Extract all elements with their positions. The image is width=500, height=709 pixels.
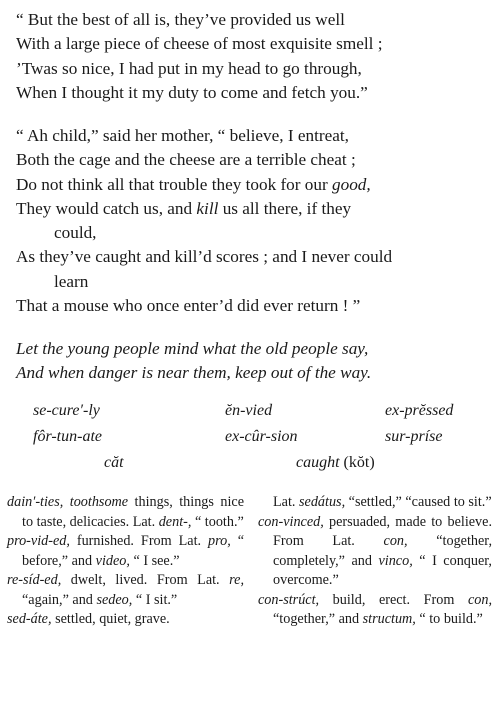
glossary-right-column xyxy=(258,493,492,630)
headword: dain′-ties, xyxy=(7,494,64,510)
definition-text: settled, quiet, grave. xyxy=(51,611,170,627)
verse-line: ’Twas so nice, I had put in my head to go through, xyxy=(16,58,362,78)
moral-couplet xyxy=(16,337,486,385)
definition-italic: con, xyxy=(383,533,408,549)
definition-text: “ to build.” xyxy=(415,611,483,627)
verse-line: That a mouse who once enter’d did ever return ! ” xyxy=(16,296,361,316)
verse-line: Both the cage and the cheese are a terrible cheat ; xyxy=(16,150,356,170)
spelling-word: ex-prĕssed xyxy=(385,402,454,419)
definition-text: persuaded, made to believe. From Lat. xyxy=(273,513,492,549)
glossary-entry-continued xyxy=(258,493,492,513)
word-row xyxy=(0,454,500,480)
stanza-one xyxy=(16,8,486,105)
spelling-word: se-cure′-ly xyxy=(33,402,100,419)
headword: sed-áte, xyxy=(7,611,52,627)
definition-italic: re, xyxy=(229,572,244,588)
spelling-word: căt xyxy=(104,454,124,471)
emphasis-good: good, xyxy=(332,174,371,194)
definition-text: things, things nice to taste, delicacies. Lat. xyxy=(22,494,244,530)
glossary-entry xyxy=(7,493,244,532)
definition-text: “again,” and xyxy=(22,591,97,608)
headword: pro-vid-ed, xyxy=(7,533,70,549)
stanza-two xyxy=(16,124,486,318)
definition-italic: sedeo, xyxy=(96,591,133,608)
verse-text: They would catch us, and xyxy=(16,198,197,218)
spelling-word: fôr-tun-ate xyxy=(33,428,102,445)
pronunciation: (kŏt) xyxy=(339,454,375,471)
verse-line: As they’ve caught and kill’d scores ; and I never could xyxy=(16,247,393,267)
glossary-entry xyxy=(7,571,244,610)
verse-text: us all there, if they xyxy=(218,198,352,218)
definition-text: “ I conquer, overcome.” xyxy=(273,552,492,588)
glossary-entry xyxy=(258,513,492,591)
glossary-entry xyxy=(258,591,492,630)
verse-text: Do not think all that trouble they took for our xyxy=(16,174,333,194)
verse-line: “ But the best of all is, they’ve provided us well xyxy=(16,10,345,29)
verse-line: When I thought it my duty to come and fetch you.” xyxy=(16,82,368,102)
moral-line: Let the young people mind what the old people say, xyxy=(16,339,369,358)
spelling-word: ex-cûr-sion xyxy=(225,428,298,445)
word-row xyxy=(0,428,500,454)
definition-text: furnished. From Lat. xyxy=(69,533,209,549)
definition-text: “ tooth.” xyxy=(191,513,244,530)
headword: con-strúct, xyxy=(258,591,320,608)
verse-line-continuation: learn xyxy=(54,271,89,291)
glossary-entry xyxy=(7,532,244,571)
definition-text: “ I see.” xyxy=(129,552,180,569)
definition-text: Lat. xyxy=(273,494,299,510)
verse-line: With a large piece of cheese of most exquisite smell ; xyxy=(16,34,383,54)
word-caught: caught xyxy=(296,454,340,471)
verse-line: “ Ah child,” said her mother, “ believe, I entreat, xyxy=(16,126,349,145)
definition-italic: dent-, xyxy=(158,513,192,530)
headword: con-vinced, xyxy=(258,513,324,530)
definition-text: dwelt, lived. From Lat. xyxy=(61,572,230,588)
verse-line xyxy=(16,197,486,221)
definition-text: “ before,” and xyxy=(22,533,244,569)
spelling-word xyxy=(296,454,375,472)
headword: re-síd-ed, xyxy=(7,572,62,588)
definition-italic: con, xyxy=(467,591,492,608)
definition-text: “ I sit.” xyxy=(132,591,178,608)
definition-italic: structum, xyxy=(362,611,416,627)
moral-line: And when danger is near them, keep out of the way. xyxy=(16,363,372,382)
spelling-word: sur-príse xyxy=(385,428,443,445)
verse-line-continuation: could, xyxy=(54,223,97,243)
verse-line xyxy=(16,173,486,197)
definition-italic: vinco, xyxy=(378,552,413,569)
definition-italic: video, xyxy=(95,552,130,569)
definition-text: “together, completely,” and xyxy=(273,533,492,569)
spelling-word-list xyxy=(0,402,500,480)
word-row xyxy=(0,402,500,428)
definition-italic: pro, xyxy=(208,533,231,549)
definition-italic: toothsome xyxy=(69,494,129,510)
emphasis-kill: kill xyxy=(196,198,219,218)
glossary-entry xyxy=(7,610,244,630)
definition-text: build, erect. From xyxy=(319,591,468,608)
spelling-word: ĕn-vied xyxy=(225,402,273,419)
definition-text: “together,” and xyxy=(273,611,363,627)
definition-italic: sedátus, xyxy=(299,494,346,510)
definition-text: “settled,” “caused to sit.” xyxy=(345,494,492,510)
glossary-left-column xyxy=(7,493,244,630)
